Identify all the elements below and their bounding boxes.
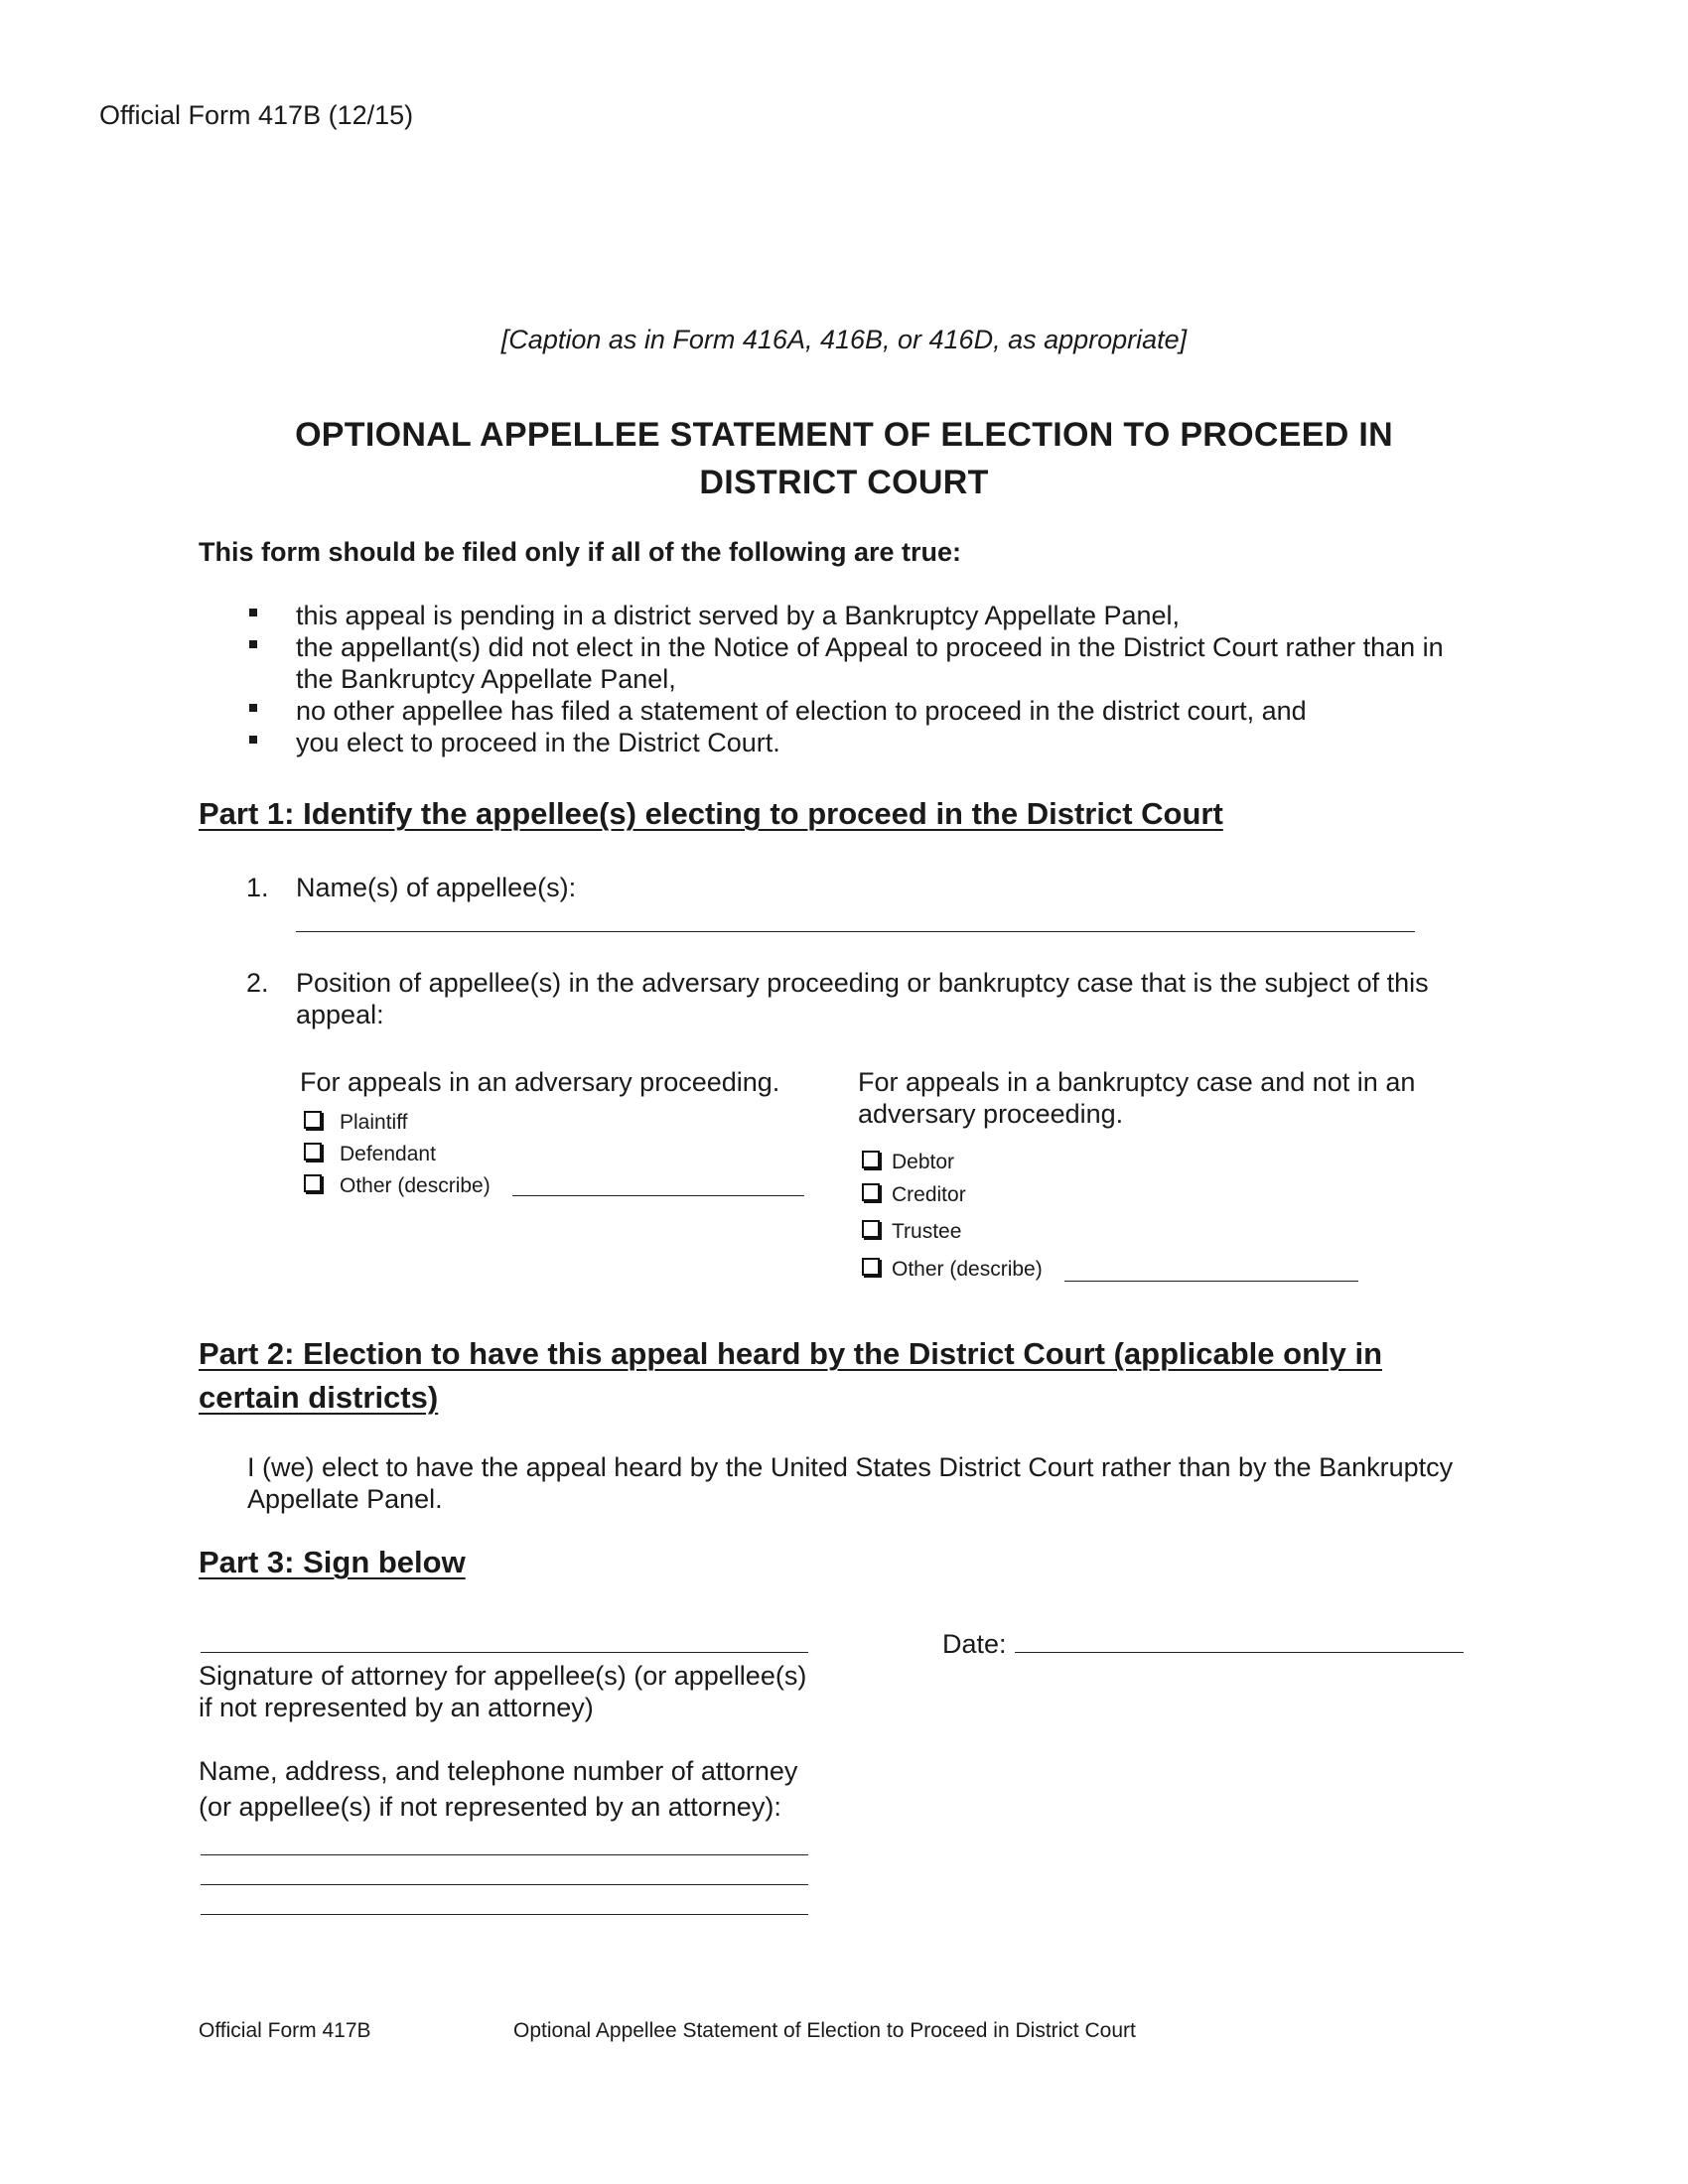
caption-note: [Caption as in Form 416A, 416B, or 416D, as appropriate]	[500, 325, 1188, 354]
creditor-label: Creditor	[892, 1183, 966, 1206]
plaintiff-checkbox[interactable]	[304, 1111, 322, 1129]
creditor-checkbox[interactable]	[862, 1183, 880, 1201]
question-2-label-cont: appeal:	[296, 1000, 384, 1029]
intro-bullet-1: this appeal is pending in a district served by a Bankruptcy Appellate Panel,	[296, 601, 1181, 630]
contact-caption-cont: (or appellee(s) if not represented by an attorney):	[199, 1792, 781, 1822]
adversary-heading: For appeals in an adversary proceeding.	[300, 1067, 780, 1097]
intro-bullet-2-cont: the Bankruptcy Appellate Panel,	[296, 664, 676, 694]
election-statement: I (we) elect to have the appeal heard by the United States District Court rather than by the Bankruptcy	[247, 1452, 1454, 1482]
bankruptcy-other-describe-field[interactable]	[1064, 1281, 1358, 1282]
bullet-marker	[249, 704, 257, 712]
question-1-number: 1.	[246, 873, 269, 902]
defendant-label: Defendant	[340, 1143, 436, 1165]
contact-line-2-field[interactable]	[201, 1884, 808, 1885]
question-2-number: 2.	[246, 968, 269, 998]
election-statement-cont: Appellate Panel.	[247, 1484, 443, 1514]
part2-heading-cont: certain districts)	[199, 1380, 439, 1415]
question-1-label: Name(s) of appellee(s):	[296, 873, 577, 902]
part3-heading: Part 3: Sign below	[199, 1545, 466, 1579]
form-header-id: Official Form 417B (12/15)	[99, 100, 414, 130]
date-label: Date:	[942, 1629, 1007, 1659]
trustee-checkbox[interactable]	[862, 1220, 880, 1238]
signature-caption: Signature of attorney for appellee(s) (or appellee(s)	[199, 1661, 807, 1691]
page-title-line2: DISTRICT COURT	[699, 464, 989, 501]
adversary-other-checkbox[interactable]	[304, 1174, 322, 1192]
part2-heading: Part 2: Election to have this appeal heard by the District Court (applicable only in	[199, 1336, 1383, 1371]
bankruptcy-case-heading: For appeals in a bankruptcy case and not in an	[858, 1067, 1416, 1097]
contact-line-1-field[interactable]	[201, 1854, 808, 1855]
bankruptcy-other-label: Other (describe)	[892, 1258, 1043, 1281]
question-2-label: Position of appellee(s) in the adversary proceeding or bankruptcy case that is the subject of this	[296, 968, 1429, 998]
contact-caption: Name, address, and telephone number of attorney	[199, 1756, 798, 1786]
date-field[interactable]	[1015, 1652, 1464, 1653]
plaintiff-label: Plaintiff	[340, 1111, 408, 1134]
adversary-other-describe-field[interactable]	[512, 1195, 804, 1196]
bullet-marker	[249, 609, 257, 616]
intro-heading: This form should be filed only if all of the following are true:	[199, 537, 962, 567]
debtor-label: Debtor	[892, 1151, 955, 1173]
appellee-name-field[interactable]	[296, 931, 1415, 932]
intro-bullet-4: you elect to proceed in the District Court.	[296, 728, 780, 757]
bankruptcy-case-heading-cont: adversary proceeding.	[858, 1099, 1124, 1129]
bankruptcy-other-checkbox[interactable]	[862, 1258, 880, 1276]
trustee-label: Trustee	[892, 1220, 962, 1243]
bullet-marker	[249, 640, 257, 648]
intro-bullet-3: no other appellee has filed a statement of election to proceed in the district court, and	[296, 696, 1307, 726]
signature-caption-cont: if not represented by an attorney)	[199, 1693, 594, 1722]
contact-line-3-field[interactable]	[201, 1914, 808, 1915]
defendant-checkbox[interactable]	[304, 1143, 322, 1160]
footer-form-id: Official Form 417B	[199, 2019, 371, 2042]
intro-bullet-2: the appellant(s) did not elect in the Notice of Appeal to proceed in the District Court rather than in	[296, 632, 1444, 662]
adversary-other-label: Other (describe)	[340, 1174, 491, 1197]
bullet-marker	[249, 736, 257, 744]
page-title-line1: OPTIONAL APPELLEE STATEMENT OF ELECTION TO PROCEED IN	[295, 416, 1393, 454]
debtor-checkbox[interactable]	[862, 1151, 880, 1168]
part1-heading: Part 1: Identify the appellee(s) electing to proceed in the District Court	[199, 796, 1223, 831]
signature-field[interactable]	[201, 1652, 808, 1653]
footer-form-title: Optional Appellee Statement of Election to Proceed in District Court	[513, 2019, 1136, 2042]
